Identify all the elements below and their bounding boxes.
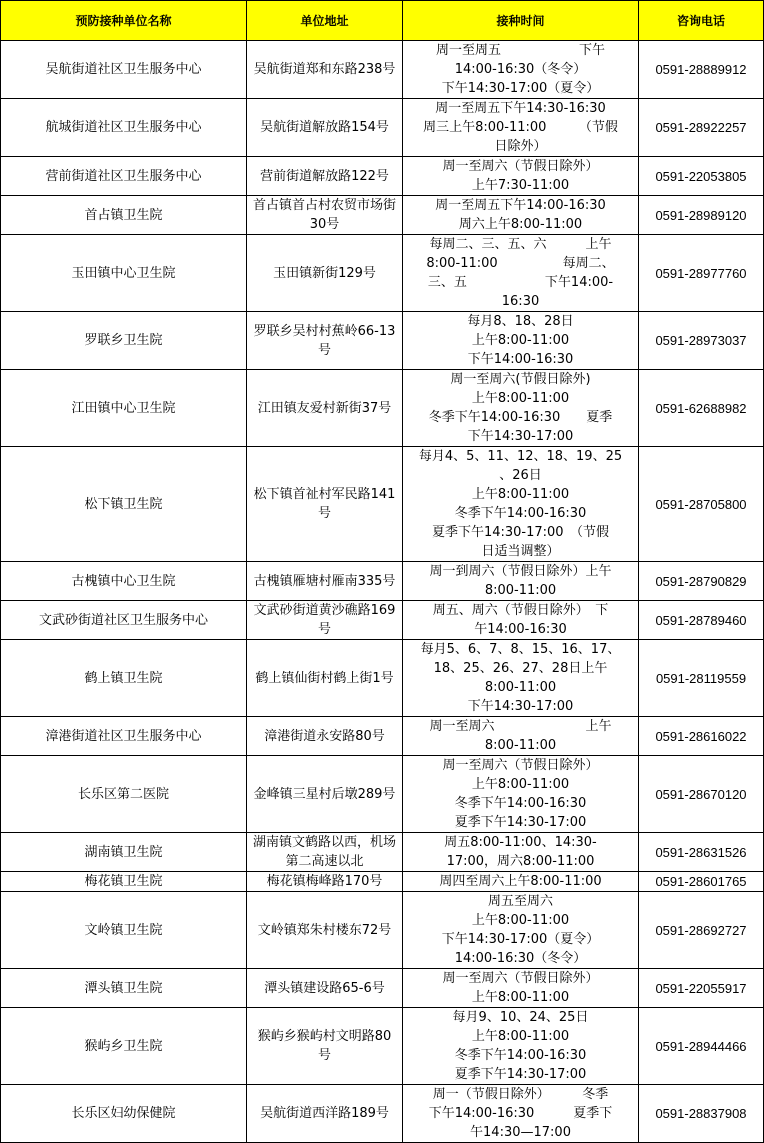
time-line: 夏季下午14:30-17:00 [454, 1067, 587, 1082]
time-line: 每月9、10、24、25日 [452, 1010, 589, 1025]
unit-name-cell: 罗联乡卫生院 [1, 312, 247, 370]
time-line: 冬季下午14:00-16:30 [454, 506, 587, 521]
phone-cell: 0591-28631526 [639, 833, 764, 872]
time-line: 8:00-11:00 [484, 583, 557, 598]
table-row [1, 969, 764, 1008]
time-line: 8:00-11:00 [484, 738, 557, 753]
time-line: 8:00-11:00 每周二、 [426, 256, 615, 271]
phone-cell: 0591-22053805 [639, 157, 764, 196]
time-line: 冬季下午14:00-16:30 [454, 1048, 587, 1063]
table-row [1, 1008, 764, 1085]
phone-cell: 0591-28705800 [639, 447, 764, 562]
time-line: 上午8:00-11:00 [471, 487, 570, 502]
time-cell [403, 447, 639, 562]
phone-cell: 0591-28889912 [639, 41, 764, 99]
unit-name-cell: 文武砂街道社区卫生服务中心 [1, 601, 247, 640]
unit-name-cell: 营前街道社区卫生服务中心 [1, 157, 247, 196]
time-line: 午14:00-16:30 [474, 622, 567, 637]
phone-cell: 0591-28944466 [639, 1008, 764, 1085]
time-line: 16:30 [501, 294, 540, 309]
table-row [1, 41, 764, 99]
address-cell: 金峰镇三星村后墩289号 [247, 756, 403, 833]
time-line: 下午14:30-17:00（夏令） [441, 932, 600, 947]
unit-name-cell: 江田镇中心卫生院 [1, 370, 247, 447]
phone-cell: 0591-28789460 [639, 601, 764, 640]
address-cell: 潭头镇建设路65-6号 [247, 969, 403, 1008]
time-cell [403, 717, 639, 756]
time-cell [403, 235, 639, 312]
time-cell [403, 41, 639, 99]
phone-cell: 0591-62688982 [639, 370, 764, 447]
table-row [1, 640, 764, 717]
address-cell: 首占镇首占村农贸市场街30号 [247, 196, 403, 235]
table-row [1, 562, 764, 601]
time-line: 周六上午8:00-11:00 [458, 217, 583, 232]
time-line: 下午14:30-17:00（夏令） [441, 81, 600, 96]
unit-name-cell: 松下镇卫生院 [1, 447, 247, 562]
table-row [1, 872, 764, 892]
unit-name-cell: 首占镇卫生院 [1, 196, 247, 235]
time-line: 17:00，周六8:00-11:00 [446, 854, 595, 869]
time-line: 日适当调整） [481, 544, 560, 559]
time-cell [403, 196, 639, 235]
time-line: 周一至周六（节假日除外） [442, 159, 599, 174]
address-cell: 江田镇友爱村新街37号 [247, 370, 403, 447]
table-row [1, 601, 764, 640]
time-cell [403, 370, 639, 447]
table-row [1, 196, 764, 235]
time-line: 周一至周五下午14:00-16:30 [435, 198, 606, 213]
time-line: 14:00-16:30（冬令） [454, 62, 587, 77]
address-cell: 松下镇首祉村军民路141号 [247, 447, 403, 562]
time-line: 周五8:00-11:00、14:30- [444, 835, 597, 850]
time-line: 上午7:30-11:00 [471, 178, 570, 193]
time-cell [403, 756, 639, 833]
phone-cell: 0591-28601765 [639, 872, 764, 892]
unit-name-cell: 猴屿乡卫生院 [1, 1008, 247, 1085]
table-row [1, 717, 764, 756]
header-phone: 咨询电话 [639, 1, 764, 41]
unit-name-cell: 鹤上镇卫生院 [1, 640, 247, 717]
time-line: 每周二、三、五、六 上午 [429, 237, 612, 252]
address-cell: 玉田镇新街129号 [247, 235, 403, 312]
address-cell: 鹤上镇仙街村鹤上街1号 [247, 640, 403, 717]
unit-name-cell: 玉田镇中心卫生院 [1, 235, 247, 312]
time-line: 周三上午8:00-11:00 （节假 [423, 120, 618, 135]
time-cell [403, 99, 639, 157]
time-cell [403, 969, 639, 1008]
phone-cell: 0591-28977760 [639, 235, 764, 312]
address-cell: 吴航街道郑和东路238号 [247, 41, 403, 99]
phone-cell: 0591-28790829 [639, 562, 764, 601]
time-line: 每月8、18、28日 [467, 314, 574, 329]
unit-name-cell: 吴航街道社区卫生服务中心 [1, 41, 247, 99]
phone-cell: 0591-22055917 [639, 969, 764, 1008]
time-cell [403, 892, 639, 969]
time-line: 每月4、5、11、12、18、19、25 [418, 449, 623, 464]
time-line: 周一至周五下午14:30-16:30 [435, 101, 606, 116]
phone-cell: 0591-28119559 [639, 640, 764, 717]
time-line: 周五、周六（节假日除外） 下 [432, 603, 609, 618]
phone-cell: 0591-28616022 [639, 717, 764, 756]
time-line: 周一至周六(节假日除外) [450, 372, 591, 387]
time-line: 周一至周六（节假日除外） [442, 758, 599, 773]
time-line: 周五至周六 [487, 894, 553, 909]
address-cell: 梅花镇梅峰路170号 [247, 872, 403, 892]
time-line: 周一至周五 下午 [435, 43, 605, 58]
time-line: 上午8:00-11:00 [471, 333, 570, 348]
time-line: 上午8:00-11:00 [471, 1029, 570, 1044]
unit-name-cell: 潭头镇卫生院 [1, 969, 247, 1008]
time-line: 周四至周六上午8:00-11:00 [439, 874, 602, 889]
phone-cell: 0591-28922257 [639, 99, 764, 157]
time-line: 每月5、6、7、8、15、16、17、 [420, 642, 621, 657]
address-cell: 罗联乡吴村村蕉岭66-13号 [247, 312, 403, 370]
time-line: 午14:30—17:00 [470, 1125, 571, 1140]
unit-name-cell: 古槐镇中心卫生院 [1, 562, 247, 601]
address-cell: 文武砂街道黄沙礁路169号 [247, 601, 403, 640]
address-cell: 猴屿乡猴屿村文明路80号 [247, 1008, 403, 1085]
address-cell: 营前街道解放路122号 [247, 157, 403, 196]
table-row [1, 892, 764, 969]
time-line: 周一到周六（节假日除外）上午 [429, 564, 612, 579]
time-line: 三、五 下午14:00- [427, 275, 614, 290]
unit-name-cell: 文岭镇卫生院 [1, 892, 247, 969]
unit-name-cell: 长乐区第二医院 [1, 756, 247, 833]
table-row [1, 447, 764, 562]
time-cell [403, 640, 639, 717]
time-cell [403, 1008, 639, 1085]
phone-cell: 0591-28989120 [639, 196, 764, 235]
time-line: 下午14:00-16:30 夏季下 [428, 1106, 613, 1121]
time-line: 下午14:30-17:00 [467, 429, 574, 444]
unit-name-cell: 航城街道社区卫生服务中心 [1, 99, 247, 157]
time-line: 周一（节假日除外） 冬季 [432, 1087, 609, 1102]
address-cell: 古槐镇雁塘村雁南335号 [247, 562, 403, 601]
address-cell: 吴航街道解放路154号 [247, 99, 403, 157]
table-row [1, 756, 764, 833]
unit-name-cell: 长乐区妇幼保健院 [1, 1085, 247, 1143]
time-cell [403, 157, 639, 196]
time-cell [403, 833, 639, 872]
table-row [1, 235, 764, 312]
time-cell [403, 1085, 639, 1143]
time-cell [403, 601, 639, 640]
table-row [1, 99, 764, 157]
time-line: 冬季下午14:00-16:30 [454, 796, 587, 811]
time-line: 8:00-11:00 [484, 680, 557, 695]
address-cell: 文岭镇郑朱村楼东72号 [247, 892, 403, 969]
table-row [1, 312, 764, 370]
time-line: 周一至周六 上午 [429, 719, 612, 734]
address-cell: 吴航街道西洋路189号 [247, 1085, 403, 1143]
header-unit-name: 预防接种单位名称 [1, 1, 247, 41]
table-row [1, 157, 764, 196]
header-time: 接种时间 [403, 1, 639, 41]
time-line: 14:00-16:30（冬令） [454, 951, 587, 966]
unit-name-cell: 漳港街道社区卫生服务中心 [1, 717, 247, 756]
time-line: 日除外） [494, 139, 547, 154]
time-line: 上午8:00-11:00 [471, 391, 570, 406]
table-row [1, 833, 764, 872]
phone-cell: 0591-28692727 [639, 892, 764, 969]
time-line: 下午14:30-17:00 [467, 699, 574, 714]
time-line: 夏季下午14:30-17:00 （节假 [431, 525, 610, 540]
time-line: 上午8:00-11:00 [471, 990, 570, 1005]
unit-name-cell: 梅花镇卫生院 [1, 872, 247, 892]
time-line: 冬季下午14:00-16:30 夏季 [428, 410, 613, 425]
unit-name-cell: 湖南镇卫生院 [1, 833, 247, 872]
time-line: 18、25、26、27、28日上午 [433, 661, 608, 676]
header-address: 单位地址 [247, 1, 403, 41]
time-line: 下午14:00-16:30 [467, 352, 574, 367]
time-line: 周一至周六（节假日除外） [442, 971, 599, 986]
time-cell [403, 872, 639, 892]
phone-cell: 0591-28670120 [639, 756, 764, 833]
time-line: 上午8:00-11:00 [471, 777, 570, 792]
time-line: 、26日 [499, 468, 542, 483]
time-line: 夏季下午14:30-17:00 [454, 815, 587, 830]
time-cell [403, 312, 639, 370]
table-row [1, 370, 764, 447]
time-cell [403, 562, 639, 601]
time-line: 上午8:00-11:00 [471, 913, 570, 928]
phone-cell: 0591-28973037 [639, 312, 764, 370]
header-row [1, 1, 764, 41]
table-row [1, 1085, 764, 1143]
address-cell: 漳港街道永安路80号 [247, 717, 403, 756]
address-cell: 湖南镇文鹤路以西，机场第二高速以北 [247, 833, 403, 872]
phone-cell: 0591-28837908 [639, 1085, 764, 1143]
